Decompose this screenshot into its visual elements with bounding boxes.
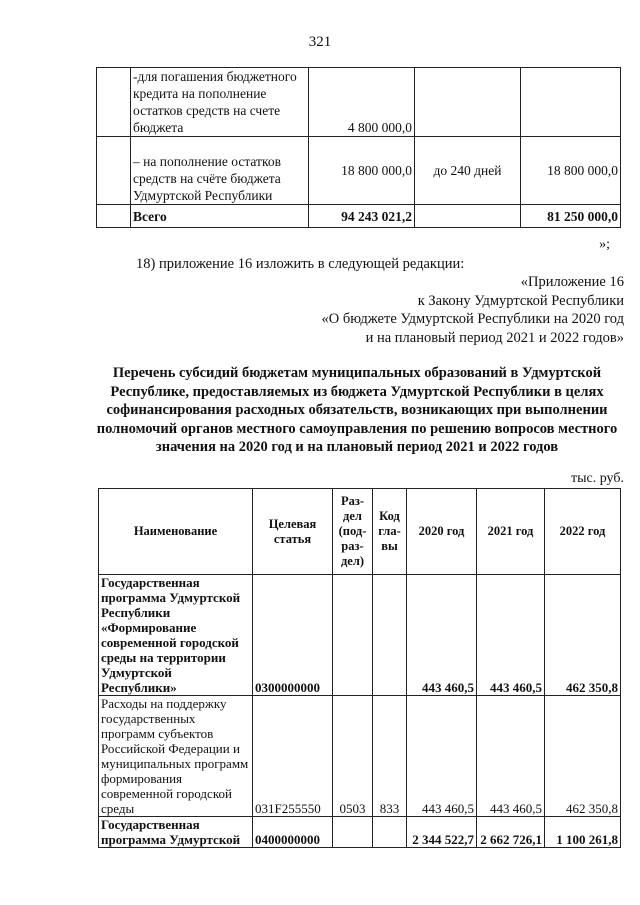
cell-section <box>333 575 373 696</box>
cell-2022: 462 350,8 <box>545 696 621 817</box>
col-header-2020: 2020 год <box>407 489 477 575</box>
cell-code <box>373 817 407 848</box>
subsidies-table <box>98 488 621 848</box>
appendix-line: «О бюджете Удмуртской Республики на 2020 год <box>321 311 624 327</box>
document-title: Перечень субсидий бюджетам муниципальных образований в Удмуртской Республике, предоставляемых из бюджета Удмуртской Республики в целях софинансирования расходных обязательств, возникающих при выполнении полномочий органов местного самоуправления по решению вопросов местного значения на 2020 год и на плановый период 2021 и 2022 годов <box>96 365 618 455</box>
appendix-line: к Закону Удмуртской Республики <box>417 292 624 309</box>
cell-2020: 2 344 522,7 <box>407 817 477 848</box>
cell-2021: 443 460,5 <box>477 575 545 696</box>
row-amount: 4 800 000,0 <box>309 68 415 137</box>
cell-name: Государственная программа Удмуртской <box>99 817 253 848</box>
total-label: Всего <box>131 205 309 228</box>
cell-2020: 443 460,5 <box>407 696 477 817</box>
table-row <box>99 817 621 848</box>
col-header-2022: 2022 год <box>545 489 621 575</box>
cell-target: 0300000000 <box>253 575 333 696</box>
item-18-text: 18) приложение 16 изложить в следующей редакции: <box>136 256 465 272</box>
cell-section: 0503 <box>333 696 373 817</box>
row-term: до 240 дней <box>415 137 521 205</box>
cell-target: 031F255550 <box>253 696 333 817</box>
cell-2022: 1 100 261,8 <box>545 817 621 848</box>
table-row <box>97 137 621 205</box>
table-row <box>99 696 621 817</box>
units-label: тыс. руб. <box>571 471 624 486</box>
cell-name: Государственная программа Удмуртской Республики «Формирование современной городской среды на территории Удмуртской Республики» <box>99 575 253 696</box>
table-header-row <box>99 489 621 575</box>
appendix-heading <box>322 273 624 347</box>
row-amount2: 18 800 000,0 <box>521 137 621 205</box>
total-amount: 94 243 021,2 <box>309 205 415 228</box>
cell-section <box>333 817 373 848</box>
row-term <box>415 68 521 137</box>
cell-2022: 462 350,8 <box>545 575 621 696</box>
total-amount2: 81 250 000,0 <box>521 205 621 228</box>
col-header-code: Код гла-вы <box>373 489 407 575</box>
cell-code: 833 <box>373 696 407 817</box>
cell-2021: 2 662 726,1 <box>477 817 545 848</box>
total-row <box>97 205 621 228</box>
cell-2021: 443 460,5 <box>477 696 545 817</box>
row-amount2 <box>521 68 621 137</box>
col-header-2021: 2021 год <box>477 489 545 575</box>
page-number: 321 <box>308 34 332 50</box>
table-row <box>99 575 621 696</box>
col-header-section: Раз-дел (под-раз-дел) <box>333 489 373 575</box>
col-header-name: Наименование <box>99 489 253 575</box>
col-header-target: Целевая статья <box>253 489 333 575</box>
cell-code <box>373 575 407 696</box>
cell-target: 0400000000 <box>253 817 333 848</box>
credit-table <box>96 67 621 228</box>
row-description: – на пополнение остатков средств на счёте бюджета Удмуртской Республики <box>131 137 309 205</box>
appendix-line: «Приложение 16 <box>520 274 624 290</box>
cell-name: Расходы на поддержку государственных программ субъектов Российской Федерации и муниципальных программ формирования современной городской среды <box>99 696 253 817</box>
row-description: -для погашения бюджетного кредита на пополнение остатков средств на счете бюджета <box>131 68 309 137</box>
row-amount: 18 800 000,0 <box>309 137 415 205</box>
cell-2020: 443 460,5 <box>407 575 477 696</box>
table-row <box>97 68 621 137</box>
closing-mark: »; <box>599 237 610 252</box>
appendix-line: и на плановый период 2021 и 2022 годов» <box>365 329 624 346</box>
